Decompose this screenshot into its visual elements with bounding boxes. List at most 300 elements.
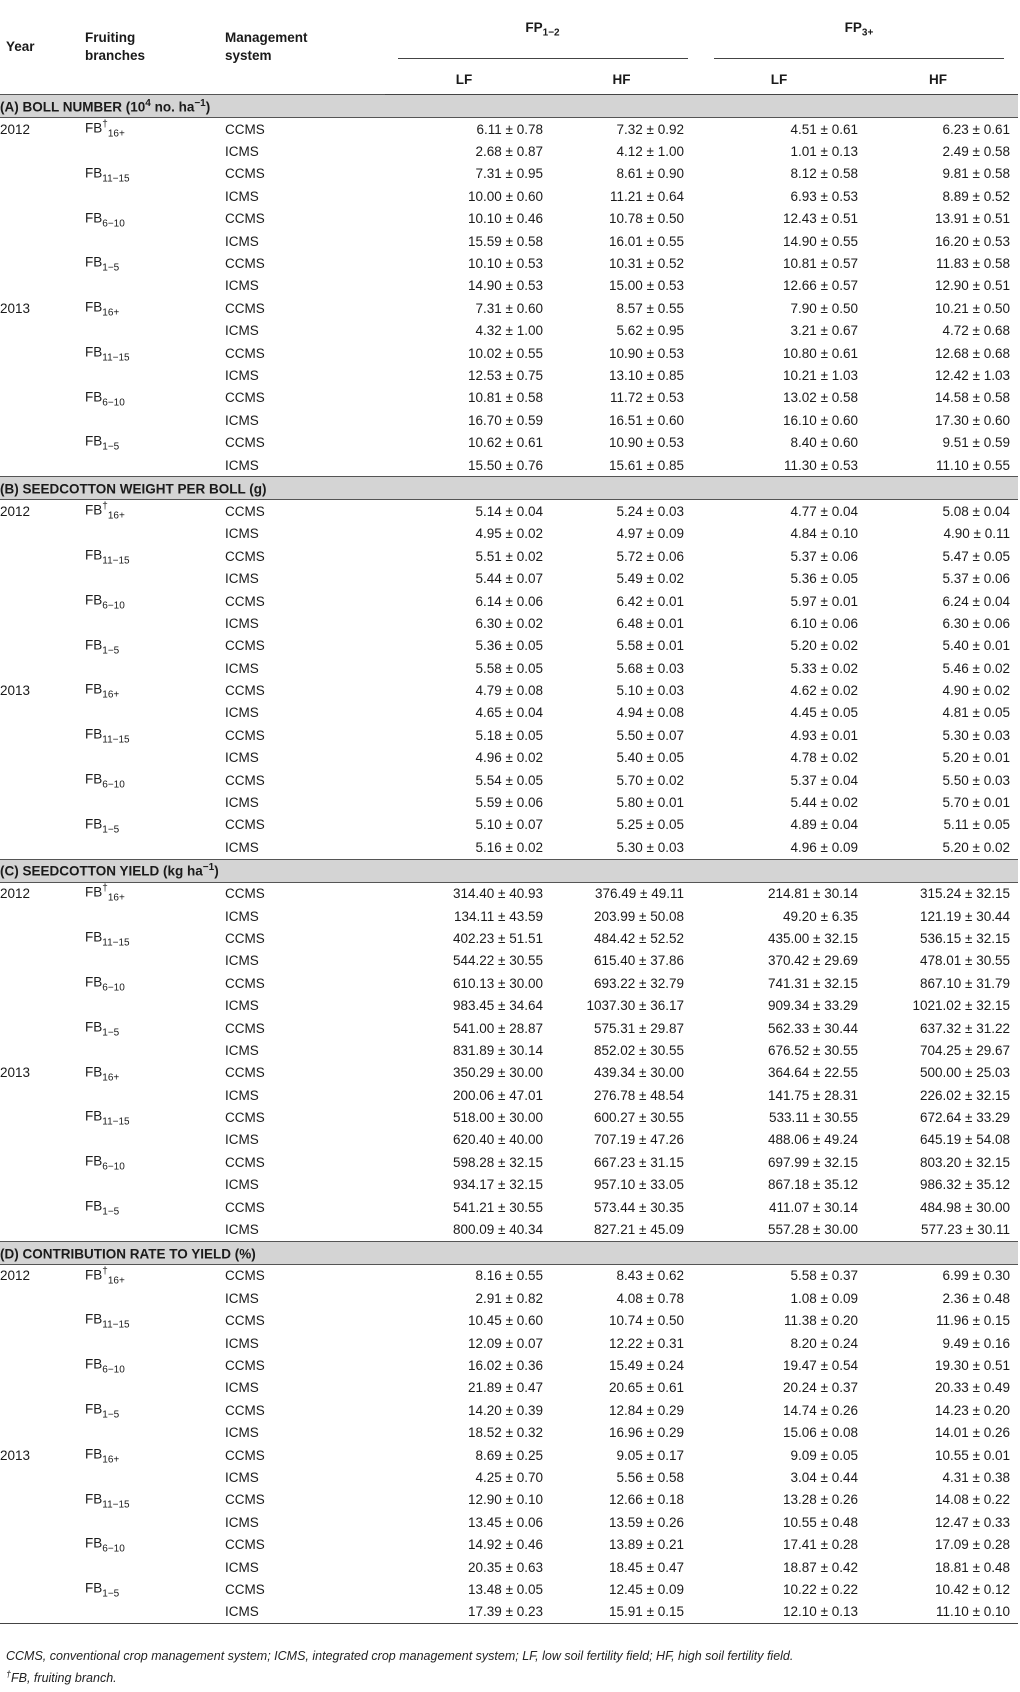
fruiting-branch-cell: $FB_{16+}$ (85, 1446, 120, 1466)
header-fp3-hf: HF (858, 64, 1018, 95)
year-cell (0, 1601, 85, 1624)
fp12-hf-value: 4.08 ± 0.78 (616, 1290, 684, 1306)
table-row (0, 724, 1018, 746)
management-system-cell: ICMS (225, 615, 259, 631)
fp3-lf-value: 5.44 ± 0.02 (790, 795, 858, 811)
fp12-lf-value: 6.30 ± 0.02 (475, 615, 543, 631)
fp12-lf-value: 5.59 ± 0.06 (475, 795, 543, 811)
fp3-hf-value: 704.25 ± 29.67 (920, 1042, 1010, 1058)
table-row (0, 185, 1018, 207)
fruiting-branch-cell (85, 140, 225, 162)
year-cell (0, 1084, 85, 1106)
fp3-hf-value: 16.20 ± 0.53 (935, 233, 1010, 249)
fruiting-branch-cell: $FB^\dagger_{16+}$ (85, 118, 125, 140)
table-row (0, 1444, 1018, 1466)
fp12-lf-value: 5.44 ± 0.07 (475, 571, 543, 587)
fruiting-branch-cell (85, 1218, 225, 1241)
table-row (0, 1578, 1018, 1600)
year-cell (0, 1466, 85, 1488)
table-row (0, 1354, 1018, 1376)
year-cell (0, 1174, 85, 1196)
fp3-hf-value: 14.08 ± 0.22 (935, 1492, 1010, 1508)
table-row (0, 1218, 1018, 1241)
management-system-cell: CCMS (225, 1313, 265, 1329)
fp12-hf-value: 4.12 ± 1.00 (616, 144, 684, 160)
management-system-cell: ICMS (225, 1425, 259, 1441)
fruiting-branch-cell (85, 1511, 225, 1533)
fruiting-branch-cell: $FB_{6-10}$ (85, 1356, 125, 1376)
fp3-hf-value: 19.30 ± 0.51 (935, 1358, 1010, 1373)
fruiting-branch-cell: $FB_{11-15}$ (85, 344, 130, 364)
management-system-cell: CCMS (225, 121, 265, 137)
fp3-hf-value: 4.72 ± 0.68 (942, 323, 1010, 339)
year-cell (0, 635, 85, 657)
fruiting-branch-cell (85, 1129, 225, 1151)
table-row (0, 1017, 1018, 1039)
table-row (0, 950, 1018, 972)
year-cell (0, 185, 85, 207)
table-row (0, 454, 1018, 477)
fruiting-branch-cell (85, 1377, 225, 1399)
table-row (0, 364, 1018, 386)
fp3-hf-value: 5.30 ± 0.03 (942, 727, 1010, 743)
management-system-cell: ICMS (225, 1559, 259, 1575)
fp3-lf-value: 8.12 ± 0.58 (790, 166, 858, 182)
management-system-cell: CCMS (225, 975, 265, 991)
fp12-hf-value: 276.78 ± 48.54 (594, 1087, 684, 1103)
fp12-lf-value: 5.18 ± 0.05 (475, 727, 543, 743)
fp3-hf-value: 5.46 ± 0.02 (942, 660, 1010, 676)
management-system-cell: ICMS (225, 1222, 259, 1238)
management-system-cell: CCMS (225, 503, 265, 519)
management-system-cell: CCMS (225, 930, 265, 946)
management-system-cell: ICMS (225, 1469, 259, 1485)
table-row (0, 297, 1018, 319)
fp12-lf-value: 800.09 ± 40.34 (453, 1222, 543, 1238)
year-cell (0, 747, 85, 769)
fp3-lf-value: 435.00 ± 32.15 (768, 930, 858, 946)
fp3-hf-value: 10.21 ± 0.50 (935, 300, 1010, 316)
year-cell (0, 1556, 85, 1578)
table-row (0, 702, 1018, 724)
fp3-hf-value: 5.70 ± 0.01 (942, 795, 1010, 811)
management-system-cell: CCMS (225, 435, 265, 451)
table-row (0, 230, 1018, 252)
fp3-lf-value: 6.93 ± 0.53 (790, 188, 858, 204)
fp3-lf-value: 4.89 ± 0.04 (790, 817, 858, 833)
management-system-cell: ICMS (225, 571, 259, 587)
management-system-cell: ICMS (225, 1042, 259, 1058)
fruiting-branch-cell: $FB_{1-5}$ (85, 1198, 120, 1218)
fp12-hf-value: 11.72 ± 0.53 (610, 390, 684, 406)
fp12-hf-value: 5.50 ± 0.07 (616, 727, 684, 743)
fruiting-branch-cell: $FB_{16+}$ (85, 1064, 120, 1084)
fp12-lf-value: 17.39 ± 0.23 (385, 1601, 543, 1624)
fruiting-branch-cell: $FB^\dagger_{16+}$ (85, 883, 125, 904)
management-system-cell: ICMS (225, 660, 259, 676)
fp3-lf-value: 4.78 ± 0.02 (790, 750, 858, 766)
fruiting-branch-cell (85, 523, 225, 545)
fp3-lf-value: 10.22 ± 0.22 (783, 1581, 858, 1597)
management-system-cell: CCMS (225, 1199, 265, 1215)
fp12-lf-value: 10.45 ± 0.60 (468, 1313, 543, 1329)
year-cell (0, 1310, 85, 1332)
fp12-lf-value: 983.45 ± 34.64 (453, 998, 543, 1014)
fp12-hf-value: 5.80 ± 0.01 (616, 795, 684, 811)
fp3-lf-value: 16.10 ± 0.60 (783, 412, 858, 428)
fp3-lf-value: 13.28 ± 0.26 (783, 1492, 858, 1508)
section-title: (A) BOLL NUMBER ($10^4$ no. $ha^{-1}$) (0, 95, 1018, 118)
fruiting-branch-cell (85, 657, 225, 679)
fruiting-branch-cell: $FB_{6-10}$ (85, 592, 125, 612)
fp12-lf-value: 5.58 ± 0.05 (475, 660, 543, 676)
fp12-lf-value: 2.68 ± 0.87 (475, 144, 543, 160)
fruiting-branch-cell (85, 1039, 225, 1061)
fp12-hf-value: 12.66 ± 0.18 (609, 1492, 684, 1508)
fp12-hf-value: 8.43 ± 0.62 (616, 1268, 684, 1284)
fp3-lf-value: 4.51 ± 0.61 (790, 121, 858, 137)
fp3-hf-value: 11.10 ± 0.10 (858, 1601, 1018, 1624)
fp3-hf-value: 10.55 ± 0.01 (935, 1447, 1010, 1463)
fruiting-branch-cell (85, 1332, 225, 1354)
fp12-hf-value: 8.57 ± 0.55 (616, 300, 684, 316)
fruiting-branch-cell: $FB^\dagger_{16+}$ (85, 1265, 125, 1287)
fp3-hf-value: 5.37 ± 0.06 (942, 571, 1010, 587)
fp12-lf-value: 4.96 ± 0.02 (475, 750, 543, 766)
management-system-cell: ICMS (225, 278, 259, 294)
fp3-hf-value: 6.99 ± 0.30 (942, 1268, 1010, 1284)
year-cell (0, 814, 85, 836)
fp12-hf-value: 852.02 ± 30.55 (594, 1042, 684, 1058)
table-row (0, 567, 1018, 589)
fruiting-branch-cell (85, 364, 225, 386)
management-system-cell: ICMS (225, 457, 259, 473)
year-cell (0, 1399, 85, 1421)
section-header (0, 95, 1018, 118)
fp3-lf-value: 10.81 ± 0.57 (783, 256, 858, 272)
table-row (0, 635, 1018, 657)
fp12-lf-value: 21.89 ± 0.47 (468, 1380, 543, 1396)
fp12-lf-value: 14.90 ± 0.53 (468, 278, 543, 294)
year-cell (0, 769, 85, 791)
fp3-lf-value: 5.36 ± 0.05 (790, 571, 858, 587)
fruiting-branch-cell (85, 409, 225, 431)
fp3-hf-value: 672.64 ± 33.29 (920, 1110, 1010, 1126)
fp3-hf-value: 9.81 ± 0.58 (942, 166, 1010, 182)
year-cell (0, 163, 85, 185)
fruiting-branch-cell: $FB_{6-10}$ (85, 974, 125, 994)
management-system-cell: ICMS (225, 839, 259, 855)
fp3-lf-value: 3.04 ± 0.44 (790, 1469, 858, 1485)
fruiting-branch-cell: $FB_{16+}$ (85, 681, 120, 701)
fp3-hf-value: 5.11 ± 0.05 (943, 817, 1010, 833)
table-row (0, 1196, 1018, 1218)
fp3-hf-value: 14.23 ± 0.20 (935, 1402, 1010, 1418)
year-cell (0, 702, 85, 724)
footnote-fb: †FB, fruiting branch. (6, 1669, 117, 1686)
table-row (0, 657, 1018, 679)
management-system-cell: ICMS (225, 412, 259, 428)
year-cell (0, 454, 85, 477)
table-row (0, 1264, 1018, 1287)
footnote-abbreviations: CCMS, conventional crop management system; ICMS, integrated crop management system; LF, low soil fertility field; HF, high soil fertility field. (6, 1649, 794, 1663)
fp12-lf-value: 4.32 ± 1.00 (475, 323, 543, 339)
year-cell (0, 230, 85, 252)
fp3-hf-value: 14.01 ± 0.26 (935, 1425, 1010, 1441)
table-row (0, 208, 1018, 230)
fp12-lf-value: 314.40 ± 40.93 (453, 886, 543, 902)
fp12-hf-value: 10.90 ± 0.53 (609, 435, 684, 451)
fp3-lf-value: 12.66 ± 0.57 (783, 278, 858, 294)
footnotes (6, 1647, 793, 1687)
year-cell (0, 1017, 85, 1039)
fp12-hf-value: 8.61 ± 0.90 (616, 166, 684, 182)
table-row (0, 612, 1018, 634)
fruiting-branch-cell: $FB_{1-5}$ (85, 1580, 120, 1600)
fruiting-branch-cell: $FB_{1-5}$ (85, 1401, 120, 1421)
year-cell (0, 836, 85, 859)
fp12-hf-value: 5.24 ± 0.03 (616, 503, 684, 519)
fp3-lf-value: 4.77 ± 0.04 (790, 503, 858, 519)
fruiting-branch-cell: $FB_{6-10}$ (85, 210, 125, 229)
management-system-cell: ICMS (225, 1335, 259, 1351)
year-cell: 2013 (0, 1447, 31, 1463)
year-cell (0, 1354, 85, 1376)
fp3-lf-value: 8.40 ± 0.60 (790, 435, 858, 451)
year-cell (0, 342, 85, 364)
header-fp3-lf: LF (700, 64, 858, 95)
table-row (0, 1062, 1018, 1084)
year-cell (0, 1039, 85, 1061)
table-row (0, 500, 1018, 523)
header-fp12-rule (398, 58, 688, 59)
fp12-lf-value: 14.20 ± 0.39 (468, 1402, 543, 1418)
management-system-cell: ICMS (225, 367, 259, 383)
fp3-lf-value: 17.41 ± 0.28 (783, 1537, 858, 1553)
fruiting-branch-cell (85, 275, 225, 297)
management-system-cell: CCMS (225, 1065, 265, 1081)
fp12-hf-value: 6.48 ± 0.01 (616, 615, 684, 631)
fp12-hf-value: 9.05 ± 0.17 (616, 1447, 684, 1463)
table-row (0, 1174, 1018, 1196)
management-system-cell: CCMS (225, 1537, 265, 1553)
fp3-hf-value: 637.32 ± 31.22 (920, 1020, 1010, 1036)
management-system-cell: ICMS (225, 908, 259, 924)
fp12-lf-value: 5.54 ± 0.05 (475, 772, 543, 788)
management-system-cell: CCMS (225, 1447, 265, 1463)
fp3-lf-value: 5.37 ± 0.04 (790, 772, 858, 788)
fp3-hf-value: 121.19 ± 30.44 (920, 908, 1010, 924)
fruiting-branch-cell (85, 567, 225, 589)
fp12-hf-value: 5.72 ± 0.06 (616, 548, 684, 564)
year-cell: 2013 (0, 300, 31, 316)
management-system-cell: ICMS (225, 1177, 259, 1193)
fp3-lf-value: 562.33 ± 30.44 (768, 1020, 858, 1036)
fruiting-branch-cell: $FB_{6-10}$ (85, 771, 125, 791)
fp3-hf-value: 5.50 ± 0.03 (942, 772, 1010, 788)
fp12-lf-value: 541.21 ± 30.55 (453, 1199, 543, 1215)
fruiting-branch-cell (85, 230, 225, 252)
table-row (0, 747, 1018, 769)
section-header (0, 1241, 1018, 1264)
fp12-lf-value: 20.35 ± 0.63 (468, 1559, 543, 1575)
fp12-hf-value: 10.74 ± 0.50 (609, 1313, 684, 1329)
fruiting-branch-cell: $FB_{1-5}$ (85, 433, 120, 453)
table-row (0, 545, 1018, 567)
table-row (0, 679, 1018, 701)
fp3-lf-value: 141.75 ± 28.31 (768, 1087, 858, 1103)
management-system-cell: CCMS (225, 300, 265, 316)
management-system-cell: ICMS (225, 1601, 385, 1624)
fp12-hf-value: 5.49 ± 0.02 (616, 571, 684, 587)
fruiting-branch-cell: $FB_{1-5}$ (85, 254, 120, 274)
table-row (0, 1084, 1018, 1106)
fp12-hf-value: 957.10 ± 33.05 (594, 1177, 684, 1193)
fp12-hf-value: 10.78 ± 0.50 (609, 211, 684, 227)
fp12-lf-value: 12.90 ± 0.10 (468, 1492, 543, 1508)
table-row (0, 1601, 1018, 1624)
fp3-lf-value: 5.37 ± 0.06 (790, 548, 858, 564)
year-cell (0, 1332, 85, 1354)
table-row (0, 1129, 1018, 1151)
fp12-lf-value: 350.29 ± 30.00 (453, 1065, 543, 1081)
fruiting-branch-cell (85, 1287, 225, 1309)
management-system-cell: CCMS (225, 345, 265, 361)
fp12-hf-value: 4.94 ± 0.08 (616, 705, 684, 721)
fp12-lf-value: 2.91 ± 0.82 (475, 1290, 543, 1306)
fruiting-branch-cell (85, 1174, 225, 1196)
fp12-hf-value: 5.25 ± 0.05 (616, 817, 684, 833)
fp3-hf-value: 226.02 ± 32.15 (920, 1087, 1010, 1103)
year-cell (0, 791, 85, 813)
fp12-hf-value: 5.56 ± 0.58 (616, 1469, 684, 1485)
fp12-lf-value: 598.28 ± 32.15 (453, 1154, 543, 1170)
fp12-hf-value: 15.00 ± 0.53 (609, 278, 684, 294)
fp3-hf-value: 12.68 ± 0.68 (935, 345, 1010, 361)
fp12-lf-value: 10.62 ± 0.61 (468, 435, 543, 451)
fruiting-branch-cell: $FB_{1-5}$ (85, 816, 120, 836)
fp12-hf-value: 15.49 ± 0.24 (609, 1358, 684, 1373)
fp3-lf-value: 557.28 ± 30.00 (768, 1222, 858, 1238)
year-cell (0, 140, 85, 162)
management-system-cell: ICMS (225, 705, 259, 721)
year-cell (0, 1511, 85, 1533)
fp12-hf-value: 16.01 ± 0.55 (609, 233, 684, 249)
year-cell (0, 972, 85, 994)
fp3-lf-value: 364.64 ± 22.55 (768, 1065, 858, 1081)
fp12-hf-value: 7.32 ± 0.92 (616, 121, 684, 137)
fruiting-branch-cell (85, 905, 225, 927)
fruiting-branch-cell (85, 791, 225, 813)
table-body (0, 95, 1018, 1624)
fp3-lf-value: 12.10 ± 0.13 (700, 1601, 858, 1624)
fp3-hf-value: 9.51 ± 0.59 (942, 435, 1010, 451)
header-fp12-lf: LF (385, 64, 543, 95)
fp12-lf-value: 15.50 ± 0.76 (468, 457, 543, 473)
fp12-lf-value: 12.09 ± 0.07 (468, 1335, 543, 1351)
year-cell (0, 275, 85, 297)
fp3-hf-value: 6.24 ± 0.04 (942, 593, 1010, 609)
fp3-lf-value: 18.87 ± 0.42 (783, 1559, 858, 1575)
table-row (0, 882, 1018, 905)
fp3-lf-value: 214.81 ± 30.14 (768, 886, 858, 902)
fp3-lf-value: 10.80 ± 0.61 (783, 345, 858, 361)
table-row (0, 836, 1018, 859)
fp3-hf-value: 8.89 ± 0.52 (942, 188, 1010, 204)
fp3-lf-value: 1.01 ± 0.13 (790, 144, 858, 160)
fp12-lf-value: 518.00 ± 30.00 (453, 1110, 543, 1126)
fp3-hf-value: 12.90 ± 0.51 (935, 278, 1010, 294)
management-system-cell: ICMS (225, 233, 259, 249)
table-header (0, 0, 1018, 95)
fruiting-branch-cell (85, 836, 225, 859)
fp12-hf-value: 13.10 ± 0.85 (609, 367, 684, 383)
fp12-hf-value: 600.27 ± 30.55 (594, 1110, 684, 1126)
fp3-hf-value: 986.32 ± 35.12 (920, 1177, 1010, 1193)
fp3-hf-value: 18.81 ± 0.48 (935, 1559, 1010, 1575)
table-row (0, 927, 1018, 949)
fp12-hf-value: 5.10 ± 0.03 (616, 683, 684, 699)
management-system-cell: CCMS (225, 211, 265, 227)
management-system-cell: ICMS (225, 323, 259, 339)
management-system-cell: CCMS (225, 1268, 265, 1284)
management-system-cell: ICMS (225, 1380, 259, 1396)
year-cell: 2012 (0, 503, 31, 519)
fp3-lf-value: 676.52 ± 30.55 (768, 1042, 858, 1058)
management-system-cell: ICMS (225, 998, 259, 1014)
year-cell (0, 1489, 85, 1511)
management-system-cell: ICMS (225, 750, 259, 766)
year-cell (0, 545, 85, 567)
fp12-hf-value: 12.45 ± 0.09 (609, 1581, 684, 1597)
fp3-hf-value: 12.47 ± 0.33 (935, 1514, 1010, 1530)
fp3-hf-value: 11.83 ± 0.58 (936, 256, 1010, 272)
fp3-lf-value: 10.55 ± 0.48 (783, 1514, 858, 1530)
fruiting-branch-cell: $FB_{16+}$ (85, 299, 120, 319)
year-cell: 2012 (0, 886, 31, 902)
fp12-lf-value: 4.79 ± 0.08 (475, 683, 543, 699)
fp12-lf-value: 18.52 ± 0.32 (468, 1425, 543, 1441)
fruiting-branch-cell: $FB^\dagger_{16+}$ (85, 501, 125, 522)
year-cell (0, 1151, 85, 1173)
fp3-hf-value: 1021.02 ± 32.15 (912, 998, 1010, 1014)
fp12-lf-value: 4.95 ± 0.02 (475, 526, 543, 542)
fruiting-branch-cell: $FB_{6-10}$ (85, 1535, 125, 1555)
year-cell (0, 409, 85, 431)
year-cell (0, 927, 85, 949)
fp12-hf-value: 10.90 ± 0.53 (609, 345, 684, 361)
fruiting-branch-cell: $FB_{11-15}$ (85, 1108, 130, 1128)
fruiting-branch-cell (85, 702, 225, 724)
management-system-cell: ICMS (225, 795, 259, 811)
fp3-hf-value: 17.30 ± 0.60 (935, 412, 1010, 428)
management-system-cell: CCMS (225, 1110, 265, 1126)
year-cell: 2012 (0, 1268, 31, 1284)
fp3-lf-value: 4.96 ± 0.09 (790, 839, 858, 855)
year-cell (0, 994, 85, 1016)
fruiting-branch-cell: $FB_{11-15}$ (85, 1491, 130, 1511)
fp3-lf-value: 11.38 ± 0.20 (784, 1313, 858, 1329)
fruiting-branch-cell (85, 950, 225, 972)
fp12-lf-value: 544.22 ± 30.55 (453, 953, 543, 969)
fp3-lf-value: 3.21 ± 0.67 (790, 323, 858, 339)
year-cell (0, 523, 85, 545)
fp3-hf-value: 5.40 ± 0.01 (942, 638, 1010, 654)
fp12-lf-value: 5.36 ± 0.05 (475, 638, 543, 654)
management-system-cell: ICMS (225, 1290, 259, 1306)
header-fp3-rule (714, 58, 1004, 59)
fruiting-branch-cell (85, 1601, 225, 1624)
